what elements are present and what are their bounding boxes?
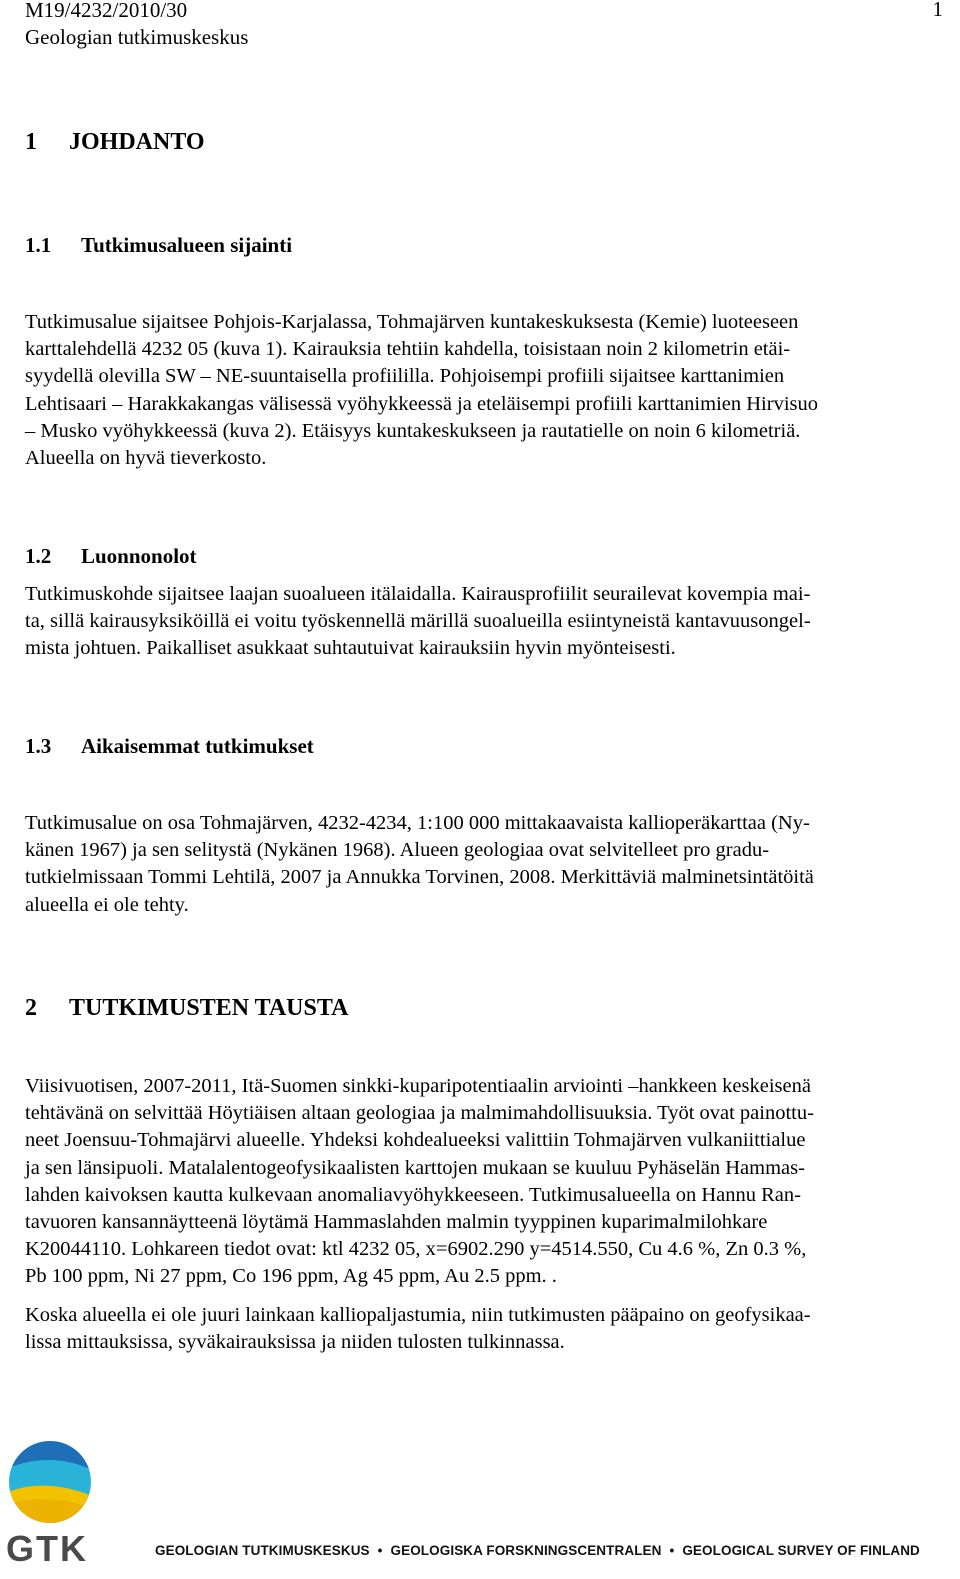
page-number: 1 xyxy=(932,0,943,21)
text-line: ja sen länsipuoli. Matalalentogeofysikaalisten karttojen mukaan se kuuluu Pyhäselän Hammas- xyxy=(25,1156,805,1179)
section-1-3-heading xyxy=(25,733,314,759)
section-title: Luonnonolot xyxy=(81,544,197,568)
text-line: Alueella on hyvä tieverkosto. xyxy=(25,447,267,470)
section-1-2-heading xyxy=(25,543,197,569)
text-line: tehtävänä on selvittää Höytiäisen altaan geologiaa ja malmimahdollisuuksia. Työt ovat painottu- xyxy=(25,1102,814,1125)
document-id: M19/4232/2010/30 xyxy=(25,0,188,22)
section-1-heading xyxy=(25,127,205,157)
text-line: syydellä olevilla SW – NE-suuntaisella profiililla. Pohjoisempi profiili sijaitsee karttanimien xyxy=(25,365,785,388)
text-line: lissa mittauksissa, syväkairauksissa ja niiden tulosten tulkinnassa. xyxy=(25,1331,565,1354)
section-title: Tutkimusalueen sijainti xyxy=(81,233,293,257)
section-title: JOHDANTO xyxy=(69,129,205,155)
section-number: 2 xyxy=(25,995,37,1021)
section-1-3-paragraph xyxy=(25,810,945,919)
separator-bullet: • xyxy=(669,1543,675,1558)
text-line: Koska alueella ei ole juuri lainkaan kalliopaljastumia, niin tutkimusten pääpaino on geofysikaa- xyxy=(25,1304,811,1326)
section-number: 1.2 xyxy=(25,544,52,568)
text-line: K20044110. Lohkareen tiedot ovat: ktl 4232 05, x=6902.290 y=4514.550, Cu 4.6 %, Zn 0.3 %, xyxy=(25,1238,807,1261)
text-line: Tutkimusalue on osa Tohmajärven, 4232-4234, 1:100 000 mittakaavaista kallioperäkarttaa (Ny- xyxy=(25,812,810,834)
section-title: TUTKIMUSTEN TAUSTA xyxy=(69,995,349,1021)
org-name-finnish: GEOLOGIAN TUTKIMUSKESKUS xyxy=(155,1543,370,1558)
section-2-paragraph-1 xyxy=(25,1073,945,1291)
text-line: alueella ei ole tehty. xyxy=(25,893,189,916)
gtk-globe-logo-icon xyxy=(8,1440,92,1524)
text-line: Pb 100 ppm, Ni 27 ppm, Co 196 ppm, Ag 45 ppm, Au 2.5 ppm. . xyxy=(25,1265,557,1288)
section-number: 1.3 xyxy=(25,734,52,758)
text-line: karttalehdellä 4232 05 (kuva 1). Kairauksia tehtiin kahdella, toisistaan noin 2 kilometrin etäi- xyxy=(25,338,791,361)
text-line: mista johtuen. Paikalliset asukkaat suhtautuivat kairauksiin hyvin myönteisesti. xyxy=(25,637,676,660)
section-number: 1 xyxy=(25,129,37,155)
org-name-english: GEOLOGICAL SURVEY OF FINLAND xyxy=(682,1543,920,1558)
section-2-heading xyxy=(25,993,348,1023)
organization-name: Geologian tutkimuskeskus xyxy=(25,25,249,49)
text-line: ta, sillä kairausyksiköillä ei voitu työskennellä märillä suoalueilla esiintyneistä kantavuusongel- xyxy=(25,610,811,633)
text-line: känen 1967) ja sen selitystä (Nykänen 1968). Alueen geologiaa ovat selvitelleet pro gradu- xyxy=(25,839,770,862)
section-1-2-paragraph xyxy=(25,581,945,663)
footer-organization-names xyxy=(155,1543,920,1558)
text-line: Tutkimuskohde sijaitsee laajan suoalueen itälaidalla. Kairausprofiilit seurailevat kovempia mai- xyxy=(25,583,811,605)
section-title: Aikaisemmat tutkimukset xyxy=(81,734,314,758)
text-line: neet Joensuu-Tohmajärvi alueelle. Yhdeksi kohdealueeksi valittiin Tohmajärven vulkaniittialue xyxy=(25,1129,806,1152)
text-line: Tutkimusalue sijaitsee Pohjois-Karjalassa, Tohmajärven kuntakeskuksesta (Kemie) luoteeseen xyxy=(25,311,799,333)
section-1-1-paragraph xyxy=(25,309,945,472)
text-line: Viisivuotisen, 2007-2011, Itä-Suomen sinkki-kuparipotentiaalin arviointi –hankkeen keskeisenä xyxy=(25,1075,811,1097)
section-2-paragraph-2 xyxy=(25,1302,945,1356)
text-line: Lehtisaari – Harakkakangas välisessä vyöhykkeessä ja eteläisempi profiili karttanimien Hirvisuo xyxy=(25,392,818,415)
org-name-swedish: GEOLOGISKA FORSKNINGSCENTRALEN xyxy=(390,1543,662,1558)
text-line: tutkielmissaan Tommi Lehtilä, 2007 ja Annukka Torvinen, 2008. Merkittäviä malminetsintätöitä xyxy=(25,866,814,889)
text-line: lahden kaivoksen kautta kulkevaan anomaliavyöhykkeeseen. Tutkimusalueella on Hannu Ran- xyxy=(25,1183,801,1206)
section-number: 1.1 xyxy=(25,233,52,257)
separator-bullet: • xyxy=(377,1543,383,1558)
text-line: – Musko vyöhykkeessä (kuva 2). Etäisyys kuntakeskukseen ja rautatielle on noin 6 kilometriä. xyxy=(25,419,801,442)
page-footer xyxy=(0,1432,960,1579)
text-line: tavuoren kansannäytteenä löytämä Hammaslahden malmin tyyppinen kuparimalmilohkare xyxy=(25,1211,768,1234)
gtk-logo-text: GTK xyxy=(6,1528,88,1569)
section-1-1-heading xyxy=(25,232,292,258)
